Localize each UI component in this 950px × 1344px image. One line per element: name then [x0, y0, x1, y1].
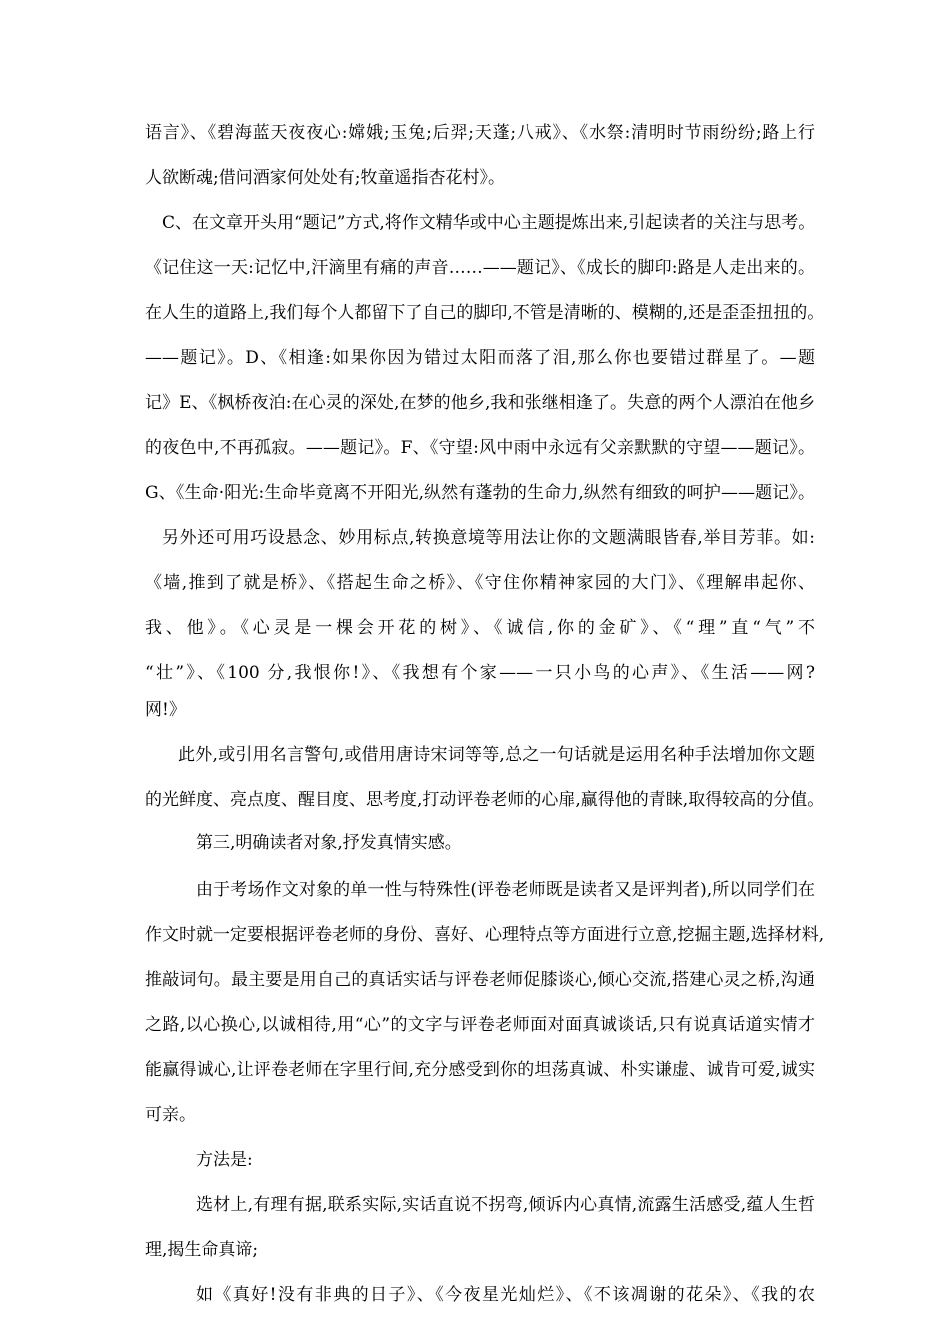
text-line: G、《生命·阳光:生命毕竟离不开阳光,纵然有蓬勃的生命力,纵然有细致的呵护——题记》。 [145, 483, 815, 503]
text-line: 作文时就一定要根据评卷老师的身份、喜好、心理特点等方面进行立意,挖掘主题,选择材料, [145, 925, 825, 945]
text-line: 之路,以心换心,以诚相待,用“心”的文字与评卷老师面对面真诚谈话,只有说真话道实情才 [145, 1015, 815, 1035]
text-line: 如《真好!没有非典的日子》、《今夜星光灿烂》、《不该凋谢的花朵》、《我的农 [196, 1285, 815, 1305]
text-line: 第三,明确读者对象,抒发真情实感。 [196, 833, 462, 853]
text-line: 《墙,推到了就是桥》、《搭起生命之桥》、《守住你精神家园的大门》、《理解串起你、 [145, 573, 815, 593]
text-line: 选材上,有理有据,联系实际,实话直说不拐弯,倾诉内心真情,流露生活感受,蕴人生哲 [196, 1195, 815, 1215]
text-line: 我、他》。《心灵是一棵会开花的树》、《诚信,你的金矿》、《“理”直“气”不 [145, 618, 815, 638]
text-line: 此外,或引用名言警句,或借用唐诗宋词等等,总之一句话就是运用名种手法增加你文题 [178, 745, 815, 765]
text-line: 《记住这一天:记忆中,汗滴里有痛的声音……——题记》、《成长的脚印:路是人走出来的。 [145, 258, 815, 278]
text-line: 语言》、《碧海蓝天夜夜心:嫦娥;玉兔;后羿;天蓬;八戒》、《水祭:清明时节雨纷纷;路上行 [145, 123, 815, 143]
text-line: 方法是: [196, 1150, 253, 1170]
text-line: 在人生的道路上,我们每个人都留下了自己的脚印,不管是清晰的、模糊的,还是歪歪扭扭的。 [145, 303, 825, 323]
text-line: 的夜色中,不再孤寂。——题记》。F、《守望:风中雨中永远有父亲默默的守望——题记》。 [145, 438, 815, 458]
text-line: 人欲断魂;借问酒家何处处有;牧童遥指杏花村》。 [145, 168, 505, 188]
text-line: 由于考场作文对象的单一性与特殊性(评卷老师既是读者又是评判者),所以同学们在 [196, 880, 815, 900]
text-line: “壮”》、《100 分,我恨你!》、《我想有个家——一只小鸟的心声》、《生活——网? [145, 663, 815, 683]
text-line: ——题记》。D、《相逢:如果你因为错过太阳而落了泪,那么你也要错过群星了。—题 [145, 348, 815, 368]
text-line: 网!》 [145, 700, 186, 720]
text-line: 可亲。 [145, 1105, 196, 1125]
text-line: 推敲词句。最主要是用自己的真话实话与评卷老师促膝谈心,倾心交流,搭建心灵之桥,沟通 [145, 970, 815, 990]
text-line: 能赢得诚心,让评卷老师在字里行间,充分感受到你的坦荡真诚、朴实谦虚、诚肯可爱,诚实 [145, 1060, 815, 1080]
text-line: 记》E、《枫桥夜泊:在心灵的深处,在梦的他乡,我和张继相逢了。失意的两个人漂泊在他乡 [145, 393, 815, 413]
text-line: 另外还可用巧设悬念、妙用标点,转换意境等用法让你的文题满眼皆春,举目芳菲。如: [162, 528, 815, 548]
text-line: 的光鲜度、亮点度、醒目度、思考度,打动评卷老师的心扉,赢得他的青睐,取得较高的分值。 [145, 790, 825, 810]
text-line: C、在文章开头用“题记”方式,将作文精华或中心主题提炼出来,引起读者的关注与思考。 [162, 213, 816, 233]
text-line: 理,揭生命真谛; [145, 1240, 259, 1260]
